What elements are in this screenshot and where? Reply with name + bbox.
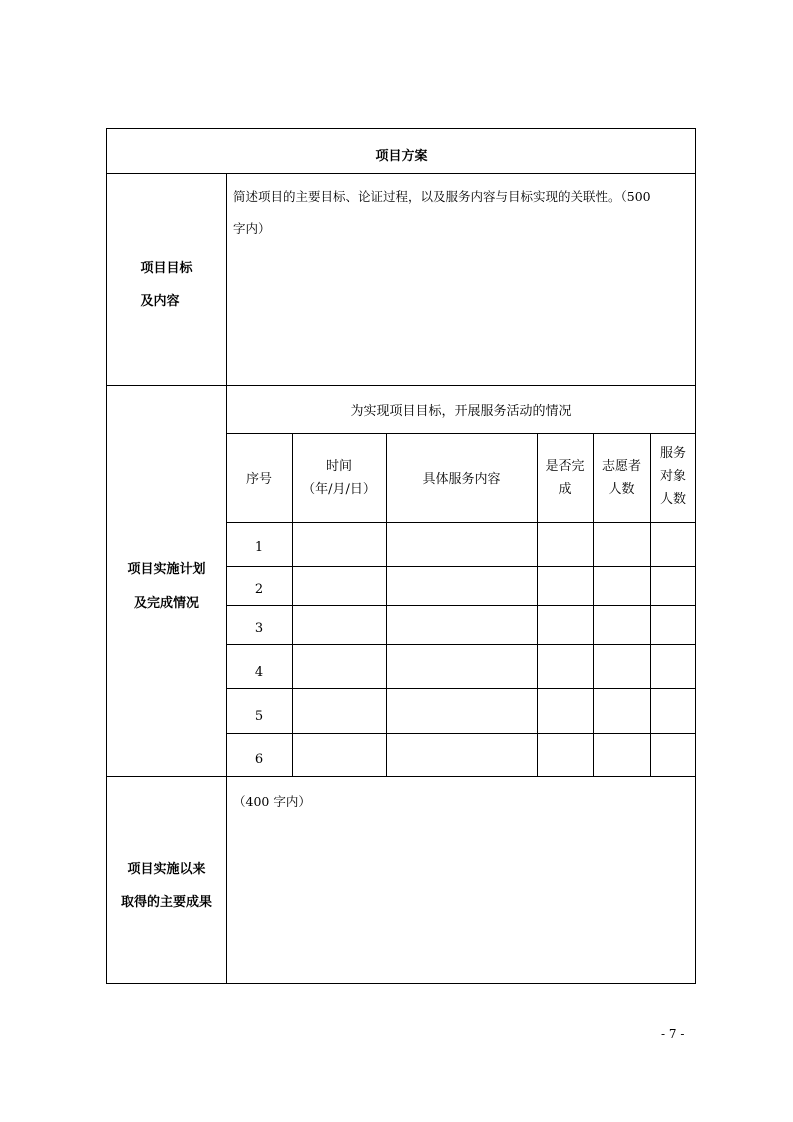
divider-subtitle <box>226 433 696 434</box>
section1-label-line1: 项目目标 <box>140 261 193 276</box>
project-plan-form <box>106 128 696 984</box>
section2-label-line1: 项目实施计划 <box>127 562 206 577</box>
row-number: 3 <box>254 621 264 636</box>
header-done <box>537 455 593 501</box>
divider-section2 <box>107 776 696 777</box>
divider-row1 <box>226 566 696 567</box>
header-time <box>292 455 386 501</box>
header-done-line2: 成 <box>558 482 572 497</box>
activities-subtitle: 为实现项目目标，开展服务活动的情况 <box>350 404 572 419</box>
header-volunteers-line1: 志愿者 <box>601 459 641 474</box>
row-number: 5 <box>254 709 264 724</box>
row-number: 1 <box>254 540 264 555</box>
header-time-line1: 时间 <box>325 459 352 474</box>
section1-label-line2: 及内容 <box>140 294 180 309</box>
page-number: - 7 - <box>661 1027 685 1041</box>
header-targets <box>650 442 696 511</box>
label-column-divider <box>226 173 227 984</box>
header-done-line1: 是否完 <box>545 459 585 474</box>
section3-label-line2: 取得的主要成果 <box>120 895 212 910</box>
header-targets-line2: 对象 <box>659 469 686 484</box>
section3-instruction: （400 字内） <box>233 794 311 809</box>
row-number: 4 <box>254 665 264 680</box>
divider-row3 <box>226 644 696 645</box>
divider-title <box>107 173 696 174</box>
divider-row2 <box>226 605 696 606</box>
form-title: 项目方案 <box>375 149 428 164</box>
header-targets-line1: 服务 <box>659 446 686 461</box>
section3-label-line1: 项目实施以来 <box>127 862 206 877</box>
header-seq: 序号 <box>245 472 272 487</box>
divider-header <box>226 522 696 523</box>
divider-row4 <box>226 688 696 689</box>
section1-instruction-line1: 简述项目的主要目标、论证过程，以及服务内容与目标实现的关联性。（500 <box>233 189 651 204</box>
section2-label-line2: 及完成情况 <box>133 596 199 611</box>
header-volunteers-line2: 人数 <box>608 482 635 497</box>
divider-section1 <box>107 385 696 386</box>
header-volunteers <box>593 455 650 501</box>
divider-row5 <box>226 733 696 734</box>
row-number: 2 <box>254 582 264 597</box>
header-time-line2: （年/月/日） <box>302 482 376 497</box>
header-targets-line3: 人数 <box>659 492 686 507</box>
section1-instruction-line2: 字内） <box>233 221 271 236</box>
row-number: 6 <box>254 752 264 767</box>
header-content: 具体服务内容 <box>422 472 501 487</box>
